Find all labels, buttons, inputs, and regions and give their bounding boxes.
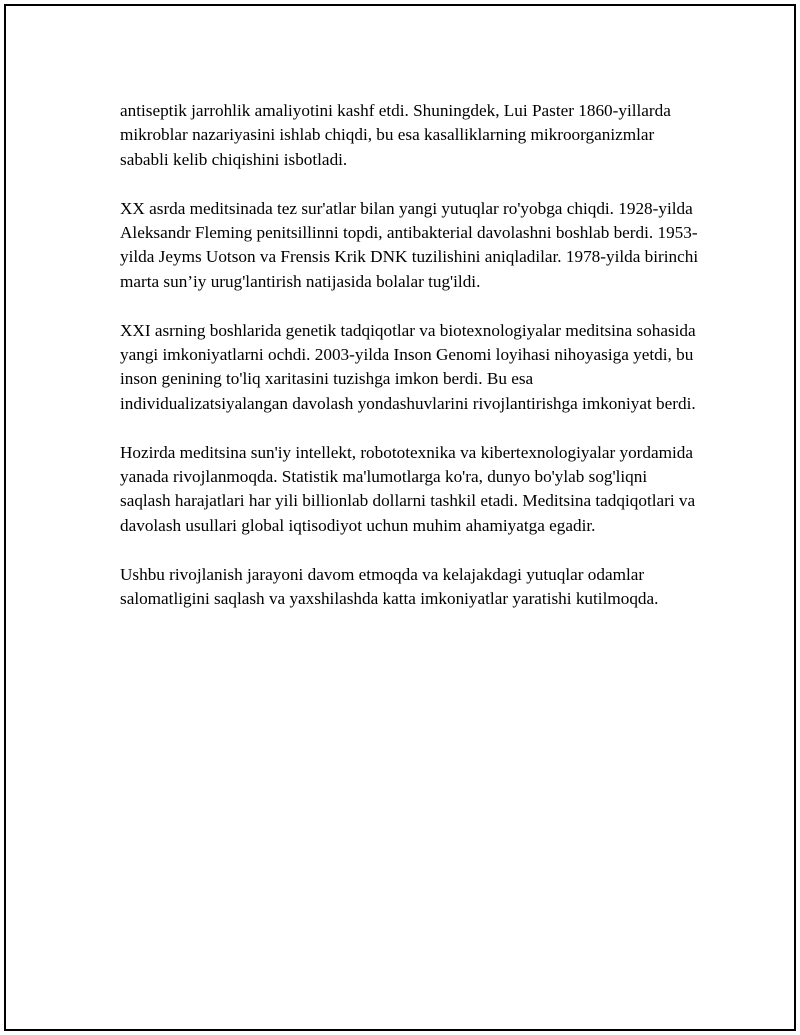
page [4, 4, 796, 1031]
paragraph: XX asrda meditsinada tez sur'atlar bilan yangi yutuqlar ro'yobga chiqdi. 1928-yilda Aleksandr Fleming penitsillinni topdi, antibakterial davolashni boshlab berdi. 1953-yilda Jeyms Uotson va Frensis Krik DNK tuzilishini aniqladilar. 1978-yilda birinchi marta sun’iy urug'lantirish natijasida bolalar tug'ildi. [120, 198, 699, 291]
paragraph: antiseptik jarrohlik amaliyotini kashf etdi. Shuningdek, Lui Paster 1860-yillarda mikroblar nazariyasini ishlab chiqdi, bu esa kasalliklarning mikroorganizmlar sababli kelib chiqishini isbotladi. [120, 101, 671, 169]
paragraph: Hozirda meditsina sun'iy intellekt, robototexnika va kibertexnologiyalar yordamida yanada rivojlanmoqda. Statistik ma'lumotlarga ko'ra, dunyo bo'ylab sog'liqni saqlash harajatlari har yili billionlab dollarni tashkil etadi. Meditsina tadqiqotlari va davolash usullari global iqtisodiyot uchun muhim ahamiyatga egadir. [120, 442, 696, 535]
paragraph: Ushbu rivojlanish jarayoni davom etmoqda va kelajakdagi yutuqlar odamlar salomatligini saqlash va yaxshilashda katta imkoniyatlar yaratishi kutilmoqda. [120, 564, 659, 609]
paragraph: XXI asrning boshlarida genetik tadqiqotlar va biotexnologiyalar meditsina sohasida yangi imkoniyatlarni ochdi. 2003-yilda Inson Genomi loyihasi nihoyasiga yetdi, bu inson genining to'liq xaritasini tuzishga imkon berdi. Bu esa individualizatsiyalangan davolash yondashuvlarini rivojlantirishga imkoniyat berdi. [120, 320, 696, 413]
document-body [120, 99, 700, 636]
